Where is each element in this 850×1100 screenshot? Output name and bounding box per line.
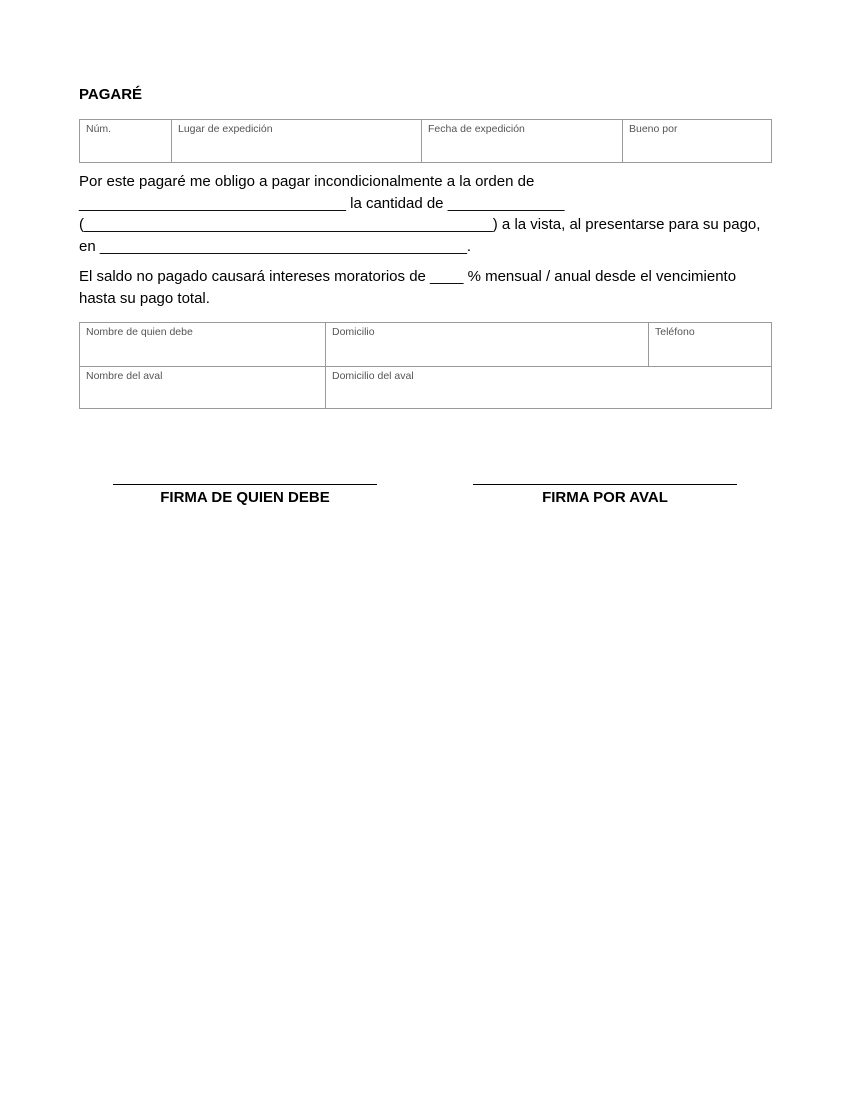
- fecha-expedicion-field[interactable]: [422, 120, 623, 162]
- lugar-expedicion-label: Lugar de expedición: [178, 123, 273, 135]
- aval-nombre-field[interactable]: [80, 367, 326, 408]
- deudor-signature-block: [113, 484, 377, 506]
- interest-line: El saldo no pagado causará intereses moratorios de ____ % mensual / anual desde el vencimiento: [79, 268, 737, 285]
- interest-paragraph: [79, 266, 779, 309]
- deudor-domicilio-field[interactable]: [326, 323, 649, 367]
- obligation-line: Por este pagaré me obligo a pagar incondicionalmente a la orden de: [79, 173, 535, 190]
- fecha-expedicion-label: Fecha de expedición: [428, 123, 525, 135]
- obligation-line: (_________________________________________________) a la vista, al presentarse para su pago,: [79, 216, 761, 233]
- page-title: PAGARÉ: [79, 86, 143, 103]
- bueno-por-field[interactable]: [623, 120, 771, 162]
- obligation-line: en ____________________________________________.: [79, 237, 472, 255]
- deudor-nombre-field[interactable]: [80, 323, 326, 367]
- num-label: Núm.: [86, 123, 112, 135]
- telefono-label: Teléfono: [655, 326, 695, 338]
- parties-table: [79, 322, 772, 409]
- obligation-line: ________________________________ la cantidad de ______________: [79, 194, 565, 212]
- num-field[interactable]: [80, 120, 172, 162]
- deudor-signature-line[interactable]: [113, 484, 377, 485]
- deudor-nombre-label: Nombre de quien debe: [86, 326, 193, 338]
- aval-signature-label: FIRMA POR AVAL: [542, 489, 668, 506]
- aval-signature-line[interactable]: [473, 484, 737, 485]
- header-info-table: [79, 119, 772, 163]
- aval-signature-block: [473, 484, 737, 506]
- deudor-signature-label: FIRMA DE QUIEN DEBE: [160, 489, 330, 506]
- obligation-paragraph: [79, 171, 779, 257]
- aval-domicilio-field[interactable]: [326, 367, 771, 408]
- lugar-expedicion-field[interactable]: [172, 120, 422, 162]
- interest-line: hasta su pago total.: [79, 289, 210, 307]
- deudor-domicilio-label: Domicilio: [332, 326, 375, 338]
- aval-nombre-label: Nombre del aval: [86, 370, 163, 382]
- aval-domicilio-label: Domicilio del aval: [332, 370, 414, 382]
- bueno-por-label: Bueno por: [629, 123, 678, 135]
- telefono-field[interactable]: [649, 323, 771, 367]
